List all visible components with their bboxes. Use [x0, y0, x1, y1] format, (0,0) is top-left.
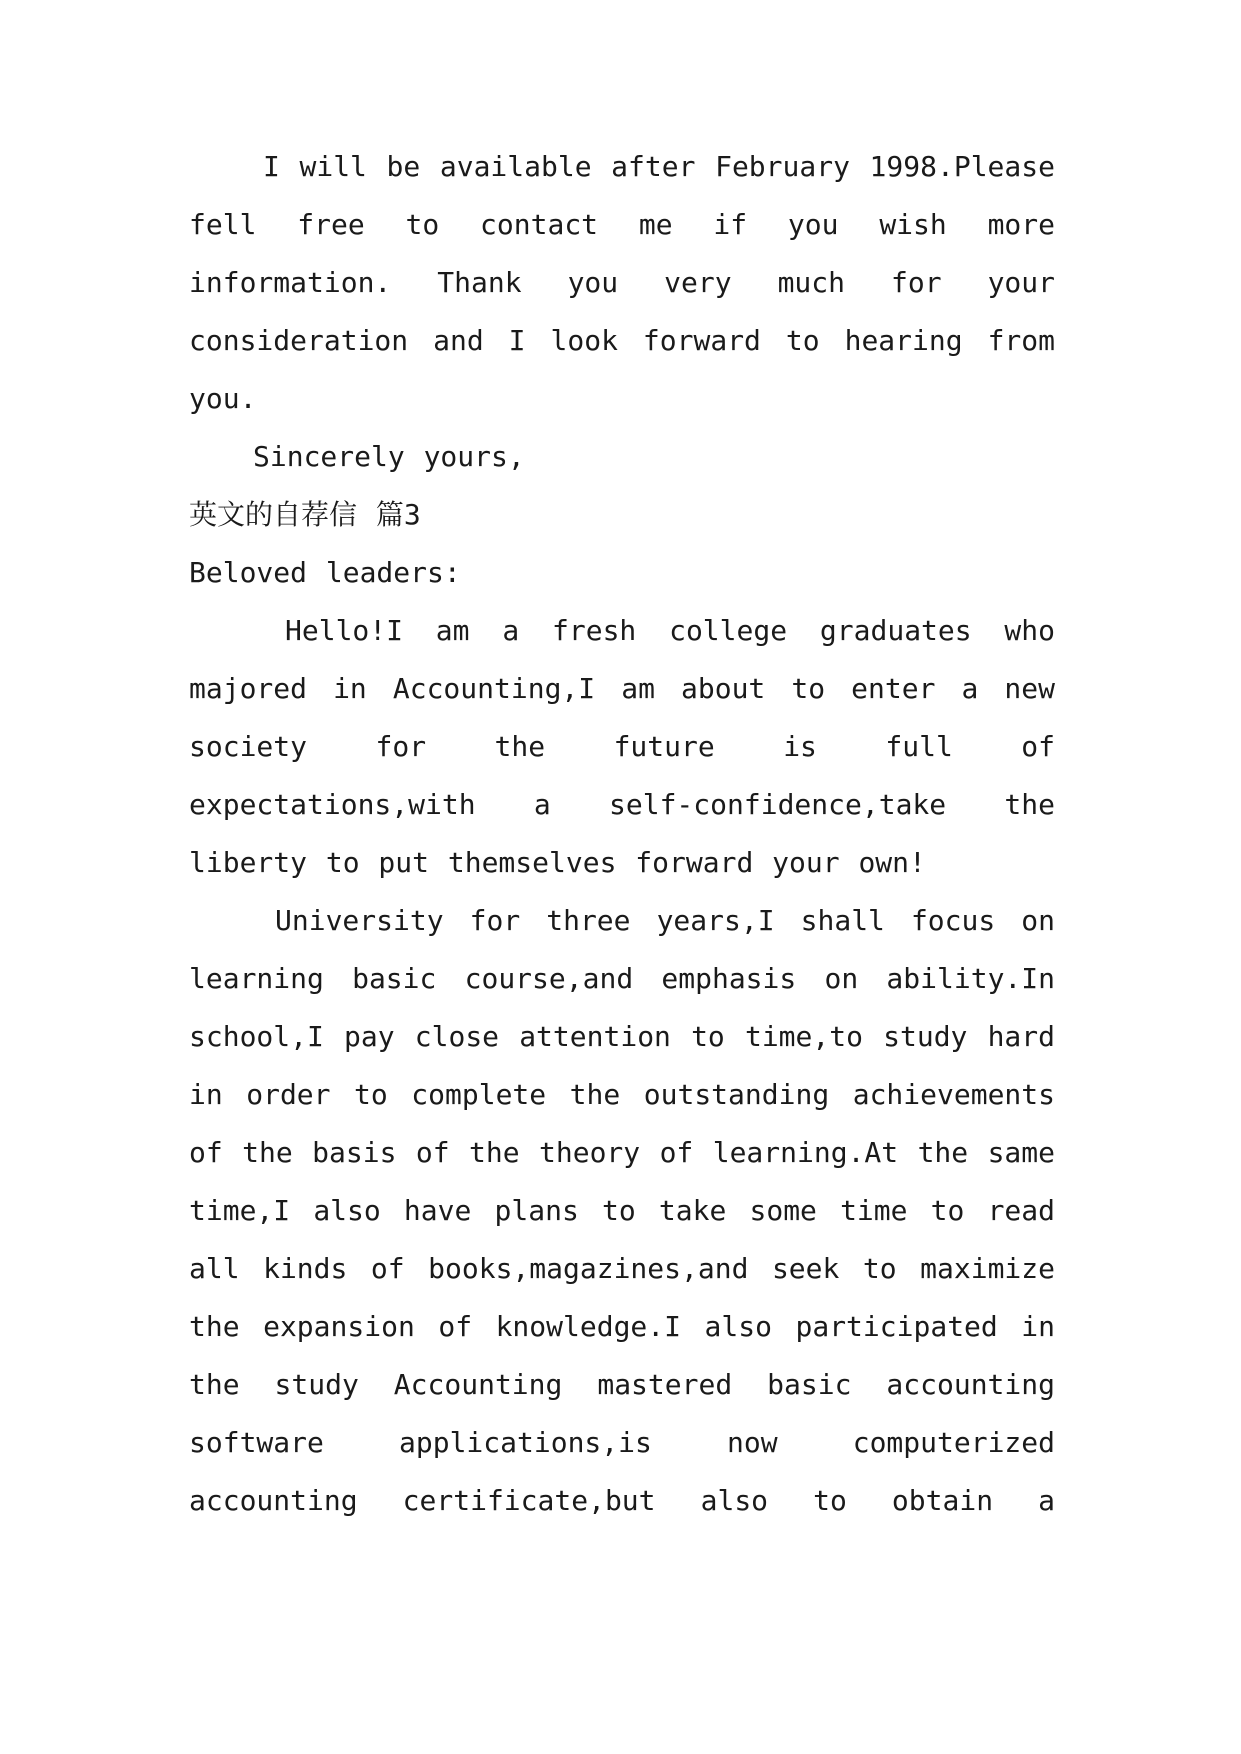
closing-paragraph: I will be available after February 1998.Please fell free to contact me if you wish more information. Thank you very much for your consideration and I look forward to hearing from you. — [189, 150, 1055, 415]
body-paragraph-2: University for three years,I shall focus on learning basic course,and emphasis on ability.In school,I pay close attention to time,to study hard in order to complete the outstanding achievements of the basis of the theory of learning.At the same time,I also have plans to take some time to read all kinds of books,magazines,and seek to maximize the expansion of knowledge.I also participated in the study Accounting mastered basic accounting software applications,is now computerized accounting certificate,but also to obtain a — [189, 904, 1055, 1517]
signoff-line: Sincerely yours, — [253, 440, 525, 473]
body-paragraph-1: Hello!I am a fresh college graduates who majored in Accounting,I am about to enter a new society for the future is full of expectations,with a self-confidence,take the liberty to put themselves forward your own! — [189, 614, 1055, 879]
document-text-column — [189, 138, 1055, 1530]
section-heading: 英文的自荐信 篇3 — [189, 498, 421, 531]
salutation-line: Beloved leaders: — [189, 556, 461, 589]
